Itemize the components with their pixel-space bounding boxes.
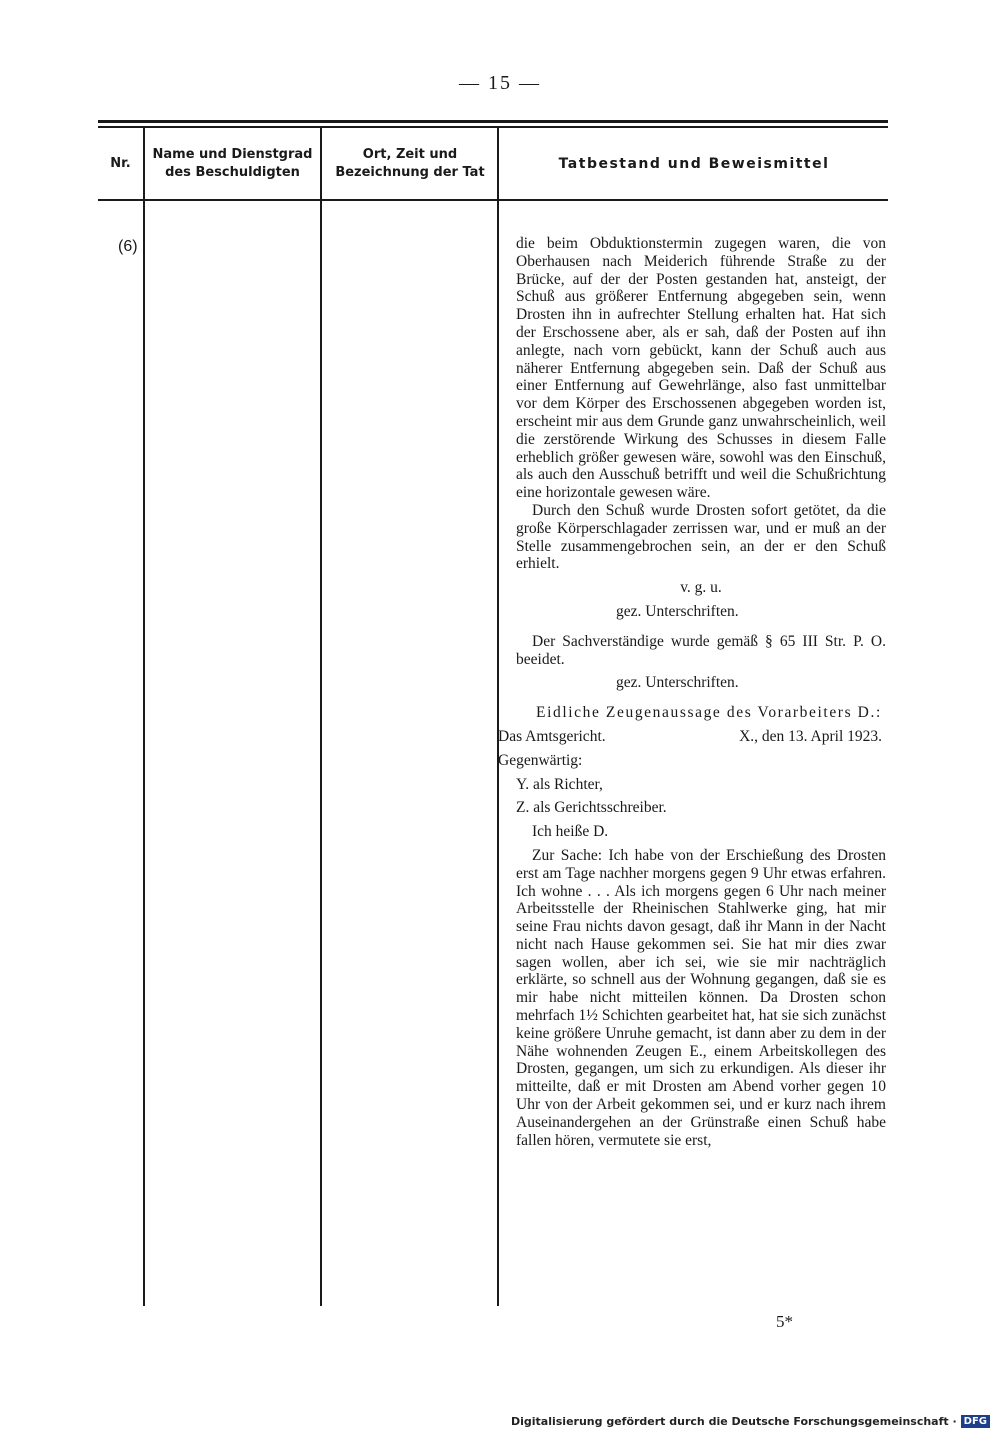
date-label: X., den 13. April 1923. xyxy=(739,727,882,745)
court-date-row xyxy=(498,728,882,746)
signature-line-2: gez. Unterschriften. xyxy=(616,674,739,692)
header-tatbestand: Tatbestand und Beweismittel xyxy=(558,155,830,172)
paragraph-autopsy: die beim Obduktionstermin zugegen waren, die von Oberhausen nach Meiderich führende Straße zu der Brücke, auf der der Posten gestanden hat, ansteigt, der Schuß aus größerer Entfernung abgegeben sein, wenn Drosten ihn in aufrechter Stellung erhalten hat. Hat sich der Erschossene aber, als er sah, daß der Posten auf ihn anlegte, nach vorn gebückt, kann der Schuß auch aus näherer Entfernung abgegeben sein. Daß der Schuß aus einer Entfernung auf Gewehrlänge, also fast unmittelbar vor dem Körper des Erschossenen abgegeben worden ist, erscheint mir aus dem Grunde ganz unwahrscheinlich, weil die zerstörende Wirkung des Schusses in diesem Falle erheblich größer gewesen wäre, sowohl was den Einschuß, als auch den Ausschuß betrifft und weil die Schußrichtung eine horizontale gewesen wäre. xyxy=(516,235,886,502)
top-double-rule-upper xyxy=(98,120,888,123)
witness-name: Ich heiße D. xyxy=(532,823,609,841)
signature-line-1: gez. Unterschriften. xyxy=(616,602,739,620)
header-name: Name und Dienstgrad des Beschuldigten xyxy=(152,147,313,180)
paragraph-death: Durch den Schuß wurde Drosten sofort getötet, da die große Körperschlagader zerrissen war, und er muß an der Stelle zusammengebrochen sein, an der er den Schuß erhielt. xyxy=(516,501,886,573)
section-heading: Eidliche Zeugenaussage des Vorarbeiters D.: xyxy=(536,704,882,722)
read-approved-note: v. g. u. xyxy=(680,579,722,597)
dfg-logo: DFG xyxy=(961,1415,990,1428)
judge-line: Y. als Richter, xyxy=(516,775,603,793)
signature-mark: 5* xyxy=(776,1312,793,1331)
paragraph-sworn-expert: Der Sachverständige wurde gemäß § 65 III Str. P. O. beeidet. xyxy=(516,632,886,668)
column-divider-3 xyxy=(497,128,499,1306)
testimony-text xyxy=(498,235,886,1149)
entry-number: (6) xyxy=(118,238,138,255)
court-label: Das Amtsgericht. xyxy=(498,727,606,745)
header-nr: Nr. xyxy=(110,156,131,172)
present-label: Gegenwärtig: xyxy=(498,751,583,769)
paragraph-testimony: Zur Sache: Ich habe von der Erschießung des Drosten erst am Tage nachher morgens gegen 9 Uhr etwas erfahren. Ich wohne . . . Als ich morgens gegen 6 Uhr nach meiner Arbeitsstelle der Rheinischen Stahlwerke ging, hat mir seine Frau nichts davon gesagt, daß ihr Mann in der Nacht nicht nach Hause gekommen sei. Sie hat mir dies zwar sagen wollen, aber ich sei, wie sie mir nachträglich erklärte, so schnell aus der Wohnung gegangen, daß sie es mir habe nicht mitteilen können. Da Drosten schon mehrfach 1½ Schichten gearbeitet hat, hat sie sich zunächst keine größere Unruhe gemacht, ist dann aber zu dem in der Nähe wohnenden Zeugen E., einem Arbeitskollegen des Drosten, gegangen, um sich zu erkundigen. Als dieser ihr mitteilte, daß er mit Drosten am Abend vorher gegen 10 Uhr von der Arbeit gekommen sei, und er kurz nach ihrem Auseinandergehen an der Grünstraße einen Schuß habe fallen hören, vermutete sie erst, xyxy=(516,846,886,1149)
digitization-credit xyxy=(511,1415,990,1428)
header-ort: Ort, Zeit und Bezeichnung der Tat xyxy=(335,147,485,180)
clerk-line: Z. als Gerichtsschreiber. xyxy=(516,799,667,817)
column-divider-2 xyxy=(320,128,322,1306)
credit-text: Digitalisierung gefördert durch die Deutsche Forschungsgemeinschaft · xyxy=(510,1415,957,1428)
column-divider-1 xyxy=(143,128,145,1306)
page-number: — 15 — xyxy=(459,72,541,94)
